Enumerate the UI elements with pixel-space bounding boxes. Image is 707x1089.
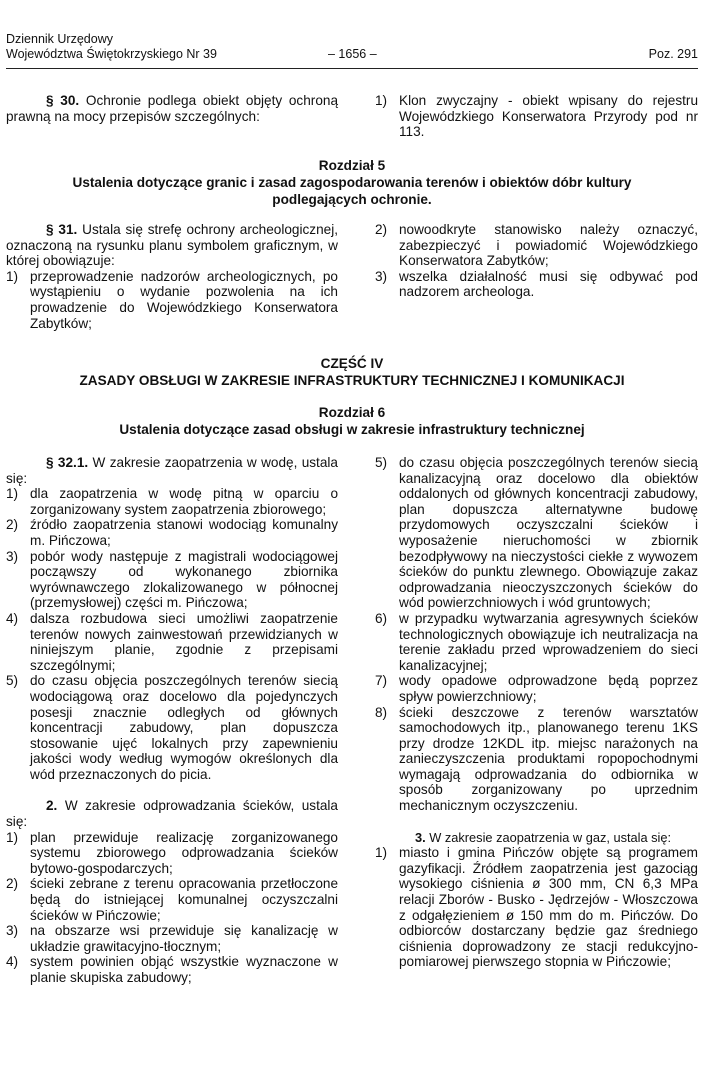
section-32-3-label: 3. xyxy=(415,829,426,845)
section-32-1-text: W zakresie zaopatrzenia w wodę, ustala się: xyxy=(6,455,338,486)
section-30-label: § 30. xyxy=(46,93,80,108)
position-number: Poz. 291 xyxy=(648,47,698,61)
section-30-paragraph xyxy=(6,93,338,124)
part-4-heading xyxy=(6,355,698,389)
list-item: 5) do czasu objęcia poszczególnych terenów siecią wodociągową oraz docelowo dla pojedynczych posesji znacznie odległych od głównych koncentracji zabudowy, plan dopuszcza stosowanie ujęć lokalnych przy zapewnieniu jakości wody według wymogów określonych dla wód przeznaczonych do picia. xyxy=(6,673,338,782)
section-32-left xyxy=(6,455,338,986)
chapter-5-title: Rozdział 5 xyxy=(318,158,386,173)
list-item: 3) pobór wody następuje z magistrali wodociągowej począwszy od wykonanego zbiornika wyrównawczego zlokalizowanego w północnej (przemysłowej) części m. Pińczowa; xyxy=(6,548,338,611)
chapter-6-heading xyxy=(6,404,698,438)
list-item: 5) do czasu objęcia poszczególnych terenów siecią kanalizacyjną oraz docelowo dla obiektów oddalonych od głównych koncentracji zabudowy, plan dopuszcza alternatywne budowę przydomowych oczyszczalni ścieków i wyposażenie nieruchomości w zbiornik bezodpływowy na nieczystości ciekłe z wywozem ścieków do punktu zlewnego. Obowiązuje zakaz odprowadzania nieoczyszczonych ścieków do wód powierzchniowych i wód gruntowych; xyxy=(375,455,698,611)
page-number: – 1656 – xyxy=(328,47,377,61)
section-31-label: § 31. xyxy=(46,222,78,237)
part-4-subtitle: ZASADY OBSŁUGI W ZAKRESIE INFRASTRUKTURY TECHNICZNEJ I KOMUNIKACJI xyxy=(79,373,625,388)
chapter-5-subtitle: Ustalenia dotyczące granic i zasad zagospodarowania terenów i obiektów dóbr kultury xyxy=(72,175,632,190)
section-31-text: Ustala się strefę ochrony archeologicznej, oznaczoną na rysunku planu symbolem graficznym, w której obowiązuje: xyxy=(6,222,338,269)
list-item: 4) system powinien objąć wszystkie wyznaczone w planie skupiska zabudowy; xyxy=(6,954,338,985)
part-4-title: CZĘŚĆ IV xyxy=(320,356,384,371)
section-31-items-right xyxy=(375,222,698,300)
section-31-paragraph xyxy=(6,222,338,269)
section-30 xyxy=(6,93,338,124)
section-30-items xyxy=(375,93,698,140)
list-item: 4) dalsza rozbudowa sieci umożliwi zaopatrzenie terenów nowych zainwestowań przewidzianych w niniejszym planie, zgodnie z przepisami szczególnymi; xyxy=(6,610,338,673)
section-32-2-paragraph xyxy=(6,798,338,829)
list-item: 1) plan przewiduje realizację zorganizowanego systemu zbiorowego odprowadzania ścieków bytowo-gospodarczych; xyxy=(6,829,338,876)
chapter-5-subtitle-2: podlegających ochronie. xyxy=(272,192,432,207)
section-32-1-paragraph xyxy=(6,455,338,486)
section-32-right xyxy=(375,455,698,970)
section-32-3-text: W zakresie zaopatrzenia w gaz, ustala się: xyxy=(425,829,672,845)
list-item: 2) nowoodkryte stanowisko należy oznaczyć, zabezpieczyć i powiadomić Wojewódzkiego Konserwatora Zabytków; xyxy=(375,222,698,269)
publication-line-2: Województwa Świętokrzyskiego Nr 39 xyxy=(6,47,217,61)
section-32-2-text: W zakresie odprowadzania ścieków, ustala się: xyxy=(6,798,338,830)
list-item: 2) źródło zaopatrzenia stanowi wodociąg komunalny m. Pińczowa; xyxy=(6,517,338,548)
section-31 xyxy=(6,222,338,331)
list-item: 1) przeprowadzenie nadzorów archeologicznych, po wystąpieniu o wydanie pozwolenia na ich prowadzenie do Wojewódzkiego Konserwatora Zabytków; xyxy=(6,268,338,331)
list-item: 2) ścieki zebrane z terenu opracowania przetłoczone będą do istniejącej komunalnej oczyszczalni ścieków w Pińczowie; xyxy=(6,876,338,923)
section-32-2-label: 2. xyxy=(46,798,58,814)
list-item: 1) miasto i gmina Pińczów objęte są programem gazyfikacji. Źródłem zaopatrzenia jest gazociąg wysokiego ciśnienia ø 300 mm, CN 6,3 MPa relacji Zborów - Busko - Jędrzejów - Włoszczowa z odgałęzieniem ø 150 mm do m. Pińczów. Do odbiorców dostarczany będzie gaz średniego ciśnienia doprowadzony ze stacji redukcyjno-pomiarowej pierwszego stopnia w Pińczowie; xyxy=(375,845,698,970)
section-30-text: Ochronie podlega obiekt objęty ochroną prawną na mocy przepisów szczególnych: xyxy=(6,93,338,124)
list-item: 3) wszelka działalność musi się odbywać pod nadzorem archeologa. xyxy=(375,268,698,300)
section-32-3-paragraph xyxy=(375,830,698,846)
chapter-6-title: Rozdział 6 xyxy=(318,405,386,420)
list-item: 3) na obszarze wsi przewiduje się kanalizację w układzie grawitacyjno-tłocznym; xyxy=(6,923,338,954)
list-item: 7) wody opadowe odprowadzone będą poprzez spływ powierzchniowy; xyxy=(375,673,698,704)
list-item: 1) Klon zwyczajny - obiekt wpisany do rejestru Wojewódzkiego Konserwatora Przyrody pod nr 113. xyxy=(375,93,698,140)
list-item: 6) w przypadku wytwarzania agresywnych ścieków technologicznych obowiązuje ich neutralizacja na terenie zakładu przed wprowadzeniem do sieci kanalizacyjnej; xyxy=(375,610,698,673)
list-item: 1) dla zaopatrzenia w wodę pitną w oparciu o zorganizowany system zaopatrzenia zbiorowego; xyxy=(6,486,338,517)
section-32-1-label: § 32.1. xyxy=(46,455,89,470)
publication-title xyxy=(6,32,217,62)
publication-line-1: Dziennik Urzędowy xyxy=(6,32,113,46)
chapter-5-heading xyxy=(6,157,698,208)
list-item: 8) ścieki deszczowe z terenów warsztatów samochodowych itp., planowanego terenu 1KS przy drodze 12KDL itp. miejsc narażonych na zanieczyszczenia produktami ropopochodnymi wymagają odprowadzania do odbiornika w sposób zorganizowany po uprzednim mechanicznym oczyszczeniu. xyxy=(375,704,698,814)
chapter-6-subtitle: Ustalenia dotyczące zasad obsługi w zakresie infrastruktury technicznej xyxy=(119,422,585,437)
page-header xyxy=(6,31,698,69)
